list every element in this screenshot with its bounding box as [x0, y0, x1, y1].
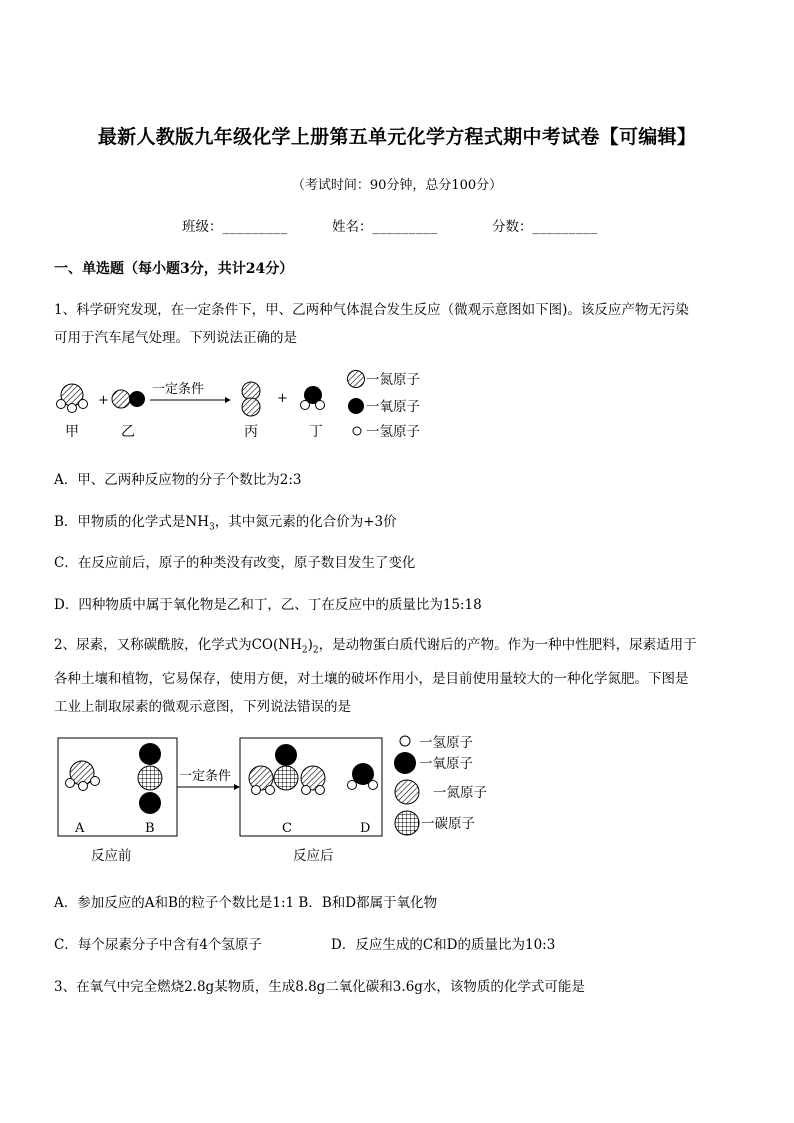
legend2-nitrogen-icon	[395, 780, 419, 804]
name-field	[332, 215, 438, 235]
molecule-a	[66, 761, 100, 791]
legend-hydrogen-icon	[353, 427, 361, 435]
q1-stem-line2: 可用于汽车尾气处理。下列说法正确的是	[54, 330, 297, 346]
label-d: D	[360, 821, 371, 836]
arrow-head-icon	[225, 397, 231, 403]
legend-nitrogen-icon	[348, 371, 365, 388]
molecule-yi	[112, 390, 145, 408]
score-blank: _________	[532, 219, 598, 235]
label-jia: 甲	[65, 424, 79, 440]
score-field	[492, 215, 598, 235]
legend-nitrogen: 一氮原子	[366, 372, 420, 388]
q1-option-c: C．在反应前后，原子的种类没有改变，原子数目发生了变化	[54, 555, 416, 571]
plus-sign-2: +	[277, 391, 288, 406]
q1-stem	[54, 296, 754, 352]
q2-option-d: D．反应生成的C和D的质量比为10:3	[331, 937, 556, 953]
q2-stem-line1-pre: 2、尿素，又称碳酰胺，化学式为CO(NH	[54, 637, 302, 653]
arrow-label: 一定条件	[152, 382, 205, 397]
q2-stem	[54, 631, 754, 721]
label-bing: 丙	[244, 424, 258, 440]
legend2-hydrogen: 一氢原子	[419, 735, 473, 751]
label-yi: 乙	[121, 424, 135, 440]
q1-option-b-post: ，其中氮元素的化合价为+3价	[214, 514, 397, 530]
legend-hydrogen: 一氢原子	[366, 424, 420, 440]
class-field	[182, 215, 288, 235]
q2-stem-line3: 工业上制取尿素的微观示意图，下列说法错误的是	[54, 698, 351, 715]
molecule-ding	[301, 386, 325, 410]
q1-option-b	[54, 510, 397, 533]
q2-option-c: C．每个尿素分子中含有4个氢原子	[54, 937, 262, 953]
molecule-d-water	[348, 763, 378, 790]
arrow-label-2: 一定条件	[179, 769, 232, 784]
score-label: 分数：	[492, 219, 533, 235]
q1-option-b-sub: 3	[209, 522, 215, 533]
plus-sign: +	[98, 393, 109, 408]
legend2-hydrogen-icon	[400, 736, 410, 746]
q1-stem-line1: 1、科学研究发现，在一定条件下，甲、乙两种气体混合发生反应（微观示意图如下图)。该反应产物无污染	[54, 302, 689, 318]
q2-stem-line1-post: ，是动物蛋白质代谢后的产物。作为一种中性肥料，尿素适用于	[318, 637, 697, 653]
q3-stem: 3、在氧气中完全燃烧2.8g某物质，生成8.8g二氧化碳和3.6g水，该物质的化学式可能是	[54, 979, 585, 995]
label-a: A	[75, 821, 85, 836]
q1-option-a: A．甲、乙两种反应物的分子个数比为2:3	[54, 472, 302, 488]
q1-option-d: D．四种物质中属于氧化物是乙和丁，乙、丁在反应中的质量比为15:18	[54, 597, 482, 613]
q2-stem-line1	[54, 631, 754, 665]
molecule-jia	[57, 384, 88, 413]
q1-option-b-pre: B．甲物质的化学式是NH	[54, 514, 210, 530]
exam-subtitle: （考试时间：90分钟，总分100分）	[291, 178, 503, 193]
section-title: 一、单选题（每小题3分，共计24分）	[54, 261, 294, 277]
caption-after: 反应后	[293, 848, 334, 864]
molecule-c-urea	[249, 744, 325, 795]
q2-sub1: 2	[301, 645, 308, 656]
name-blank: _________	[372, 219, 438, 235]
molecule-b	[138, 743, 162, 814]
label-b: B	[145, 821, 155, 836]
exam-title: 最新人教版九年级化学上册第五单元化学方程式期中考试卷【可编辑】	[97, 126, 697, 148]
class-label: 班级：	[182, 219, 223, 235]
q2-option-ab: A．参加反应的A和B的粒子个数比是1:1 B．B和D都属于氧化物	[54, 895, 438, 911]
caption-before: 反应前	[91, 848, 132, 864]
q2-reaction-diagram	[50, 730, 510, 868]
q2-stem-line2: 各种土壤和植物，它易保存，使用方便，对土壤的破坏作用小，是目前使用量较大的一种化学氮肥。下图是	[54, 670, 689, 687]
label-c: C	[282, 821, 292, 836]
q1-reaction-diagram	[50, 362, 450, 446]
label-ding: 丁	[309, 424, 323, 440]
arrow-head-icon-2	[234, 784, 240, 790]
legend2-carbon: 一碳原子	[421, 816, 475, 832]
q2-sub2: 2	[312, 645, 319, 656]
legend2-carbon-icon	[395, 811, 419, 835]
legend2-nitrogen: 一氮原子	[433, 785, 487, 801]
legend2-oxygen: 一氧原子	[419, 756, 473, 772]
q2-stem-line1-mid: )	[307, 637, 313, 653]
legend-oxygen: 一氧原子	[366, 399, 420, 415]
molecule-bing	[242, 382, 260, 416]
name-label: 姓名：	[332, 219, 373, 235]
class-blank: _________	[222, 219, 288, 235]
legend2-oxygen-icon	[394, 752, 416, 774]
legend-oxygen-icon	[348, 398, 364, 414]
